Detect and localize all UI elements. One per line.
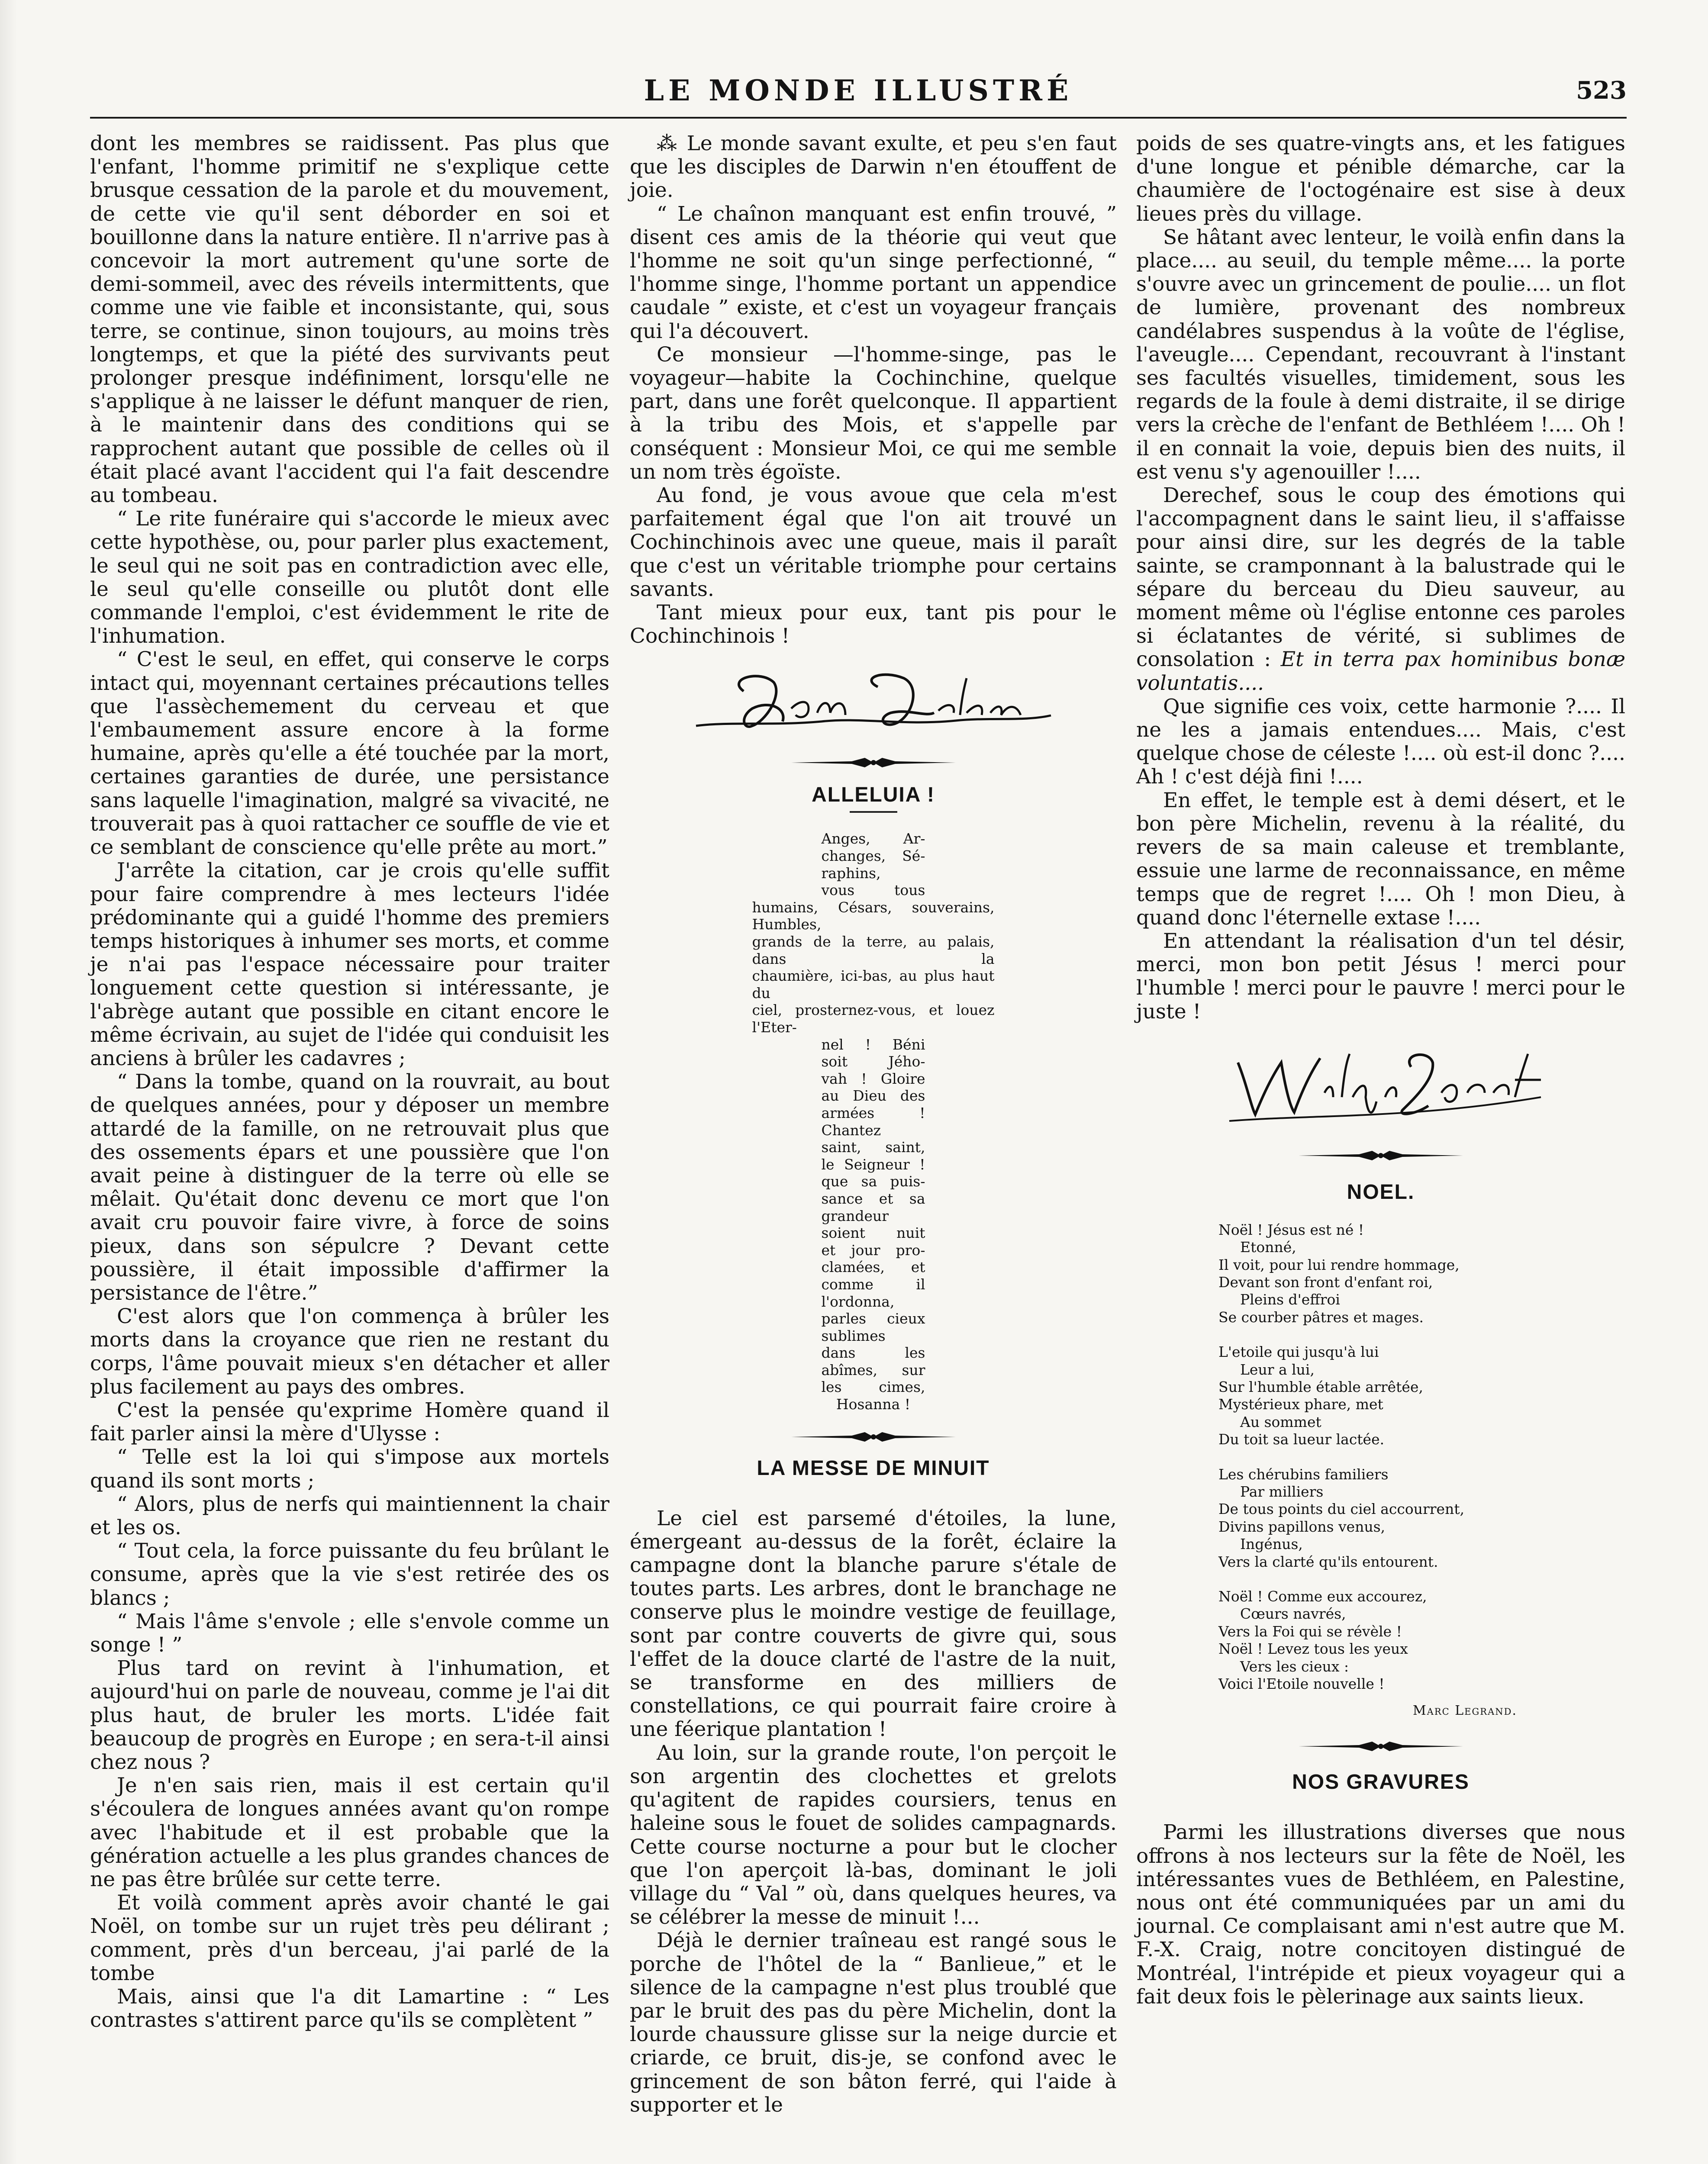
poem-line: Ingénus,: [1240, 1536, 1303, 1553]
poem-stanza: [1218, 1588, 1625, 1693]
paragraph: Que signifie ces voix, cette harmonie ?.... Il ne les a jamais entendues.... Mais, c'est quelque chose de céleste !.... où est-il donc ?.... Ah ! c'est déjà fini !....: [1136, 694, 1625, 789]
poem-line: chaumière, ici-bas, au plus haut du: [752, 967, 995, 1001]
poem-line: soit Jého-: [821, 1053, 925, 1070]
poem-line: De tous points du ciel accourrent,: [1218, 1501, 1465, 1518]
ornamental-rule: [630, 756, 1117, 769]
poem-line: dans les: [821, 1344, 925, 1362]
poem-stanza: [1218, 1343, 1625, 1448]
poem-line: ciel, prosternez-vous, et louez l'Eter-: [752, 1001, 995, 1036]
poem-line: Par milliers: [1240, 1483, 1324, 1500]
poem-line: nel ! Béni: [821, 1036, 925, 1053]
poem-line: le Seigneur !: [821, 1156, 925, 1173]
paragraph: En attendant la réalisation d'un tel désir, merci, mon bon petit Jésus ! merci pour l'humble ! merci pour le pauvre ! merci pour le juste !: [1136, 929, 1625, 1024]
poem-author: Marc Legrand.: [1412, 1703, 1517, 1719]
poem-line: Mystérieux phare, met: [1218, 1396, 1383, 1413]
poem-line: humains, Césars, souverains, Humbles,: [752, 898, 995, 933]
paragraph: C'est la pensée qu'exprime Homère quand il fait parler ainsi la mère d'Ulysse :: [90, 1398, 609, 1446]
poem-line: raphins,: [821, 864, 881, 882]
noel-poem: [1136, 1221, 1625, 1693]
poem-line: Au sommet: [1240, 1413, 1321, 1430]
poem-line: Hosanna !: [836, 1396, 911, 1413]
cross-bottom: [822, 1036, 925, 1413]
paragraph: Tant mieux pour eux, tant pis pour le Cochinchinois !: [630, 601, 1117, 648]
poem-line: Noël ! Levez tous les yeux: [1218, 1640, 1408, 1658]
poem-line: grands de la terre, au palais, dans la: [752, 933, 995, 967]
poem-line: sublimes: [821, 1327, 886, 1344]
poem-line: Il voit, pour lui rendre hommage,: [1218, 1256, 1460, 1273]
paragraph: “ Alors, plus de nerfs qui maintiennent la chair et les os.: [90, 1492, 609, 1539]
paragraph: [1136, 484, 1625, 695]
paragraph: “ Le chaînon manquant est enfin trouvé, ” disent ces amis de la théorie qui veut que l'homme ne soit qu'un singe perfectionné, “ l'homme singe, l'homme portant un appendice caudale ” existe, et c'est un voyageur français qui l'a découvert.: [630, 202, 1117, 343]
paragraph: Au fond, je vous avoue que cela m'est parfaitement égal que l'on ait trouvé un Cochinchinois avec une queue, mais il paraît que c'est un véritable triomphe pour certains savants.: [630, 483, 1117, 601]
poem-line: Vers la clarté qu'ils entourent.: [1218, 1553, 1438, 1570]
poem-line: changes, Sé-: [821, 847, 925, 865]
noel-title: NOEL.: [1347, 1180, 1415, 1204]
paragraph: Mais, ainsi que l'a dit Lamartine : “ Les contrastes s'attirent parce qu'ils se complètent ”: [90, 1985, 609, 2032]
poem-line: Vers la Foi qui se révèle !: [1218, 1623, 1402, 1640]
poem-line: Cœurs navrés,: [1240, 1605, 1346, 1623]
paragraph: dont les membres se raidissent. Pas plus que l'enfant, l'homme primitif ne s'explique cette brusque cessation de la parole et du mouvement, de cette vie qu'il sent déborder en soi et bouillonne dans la nature entière. Il n'arrive pas à concevoir la mort autrement qu'une sorte de demi-sommeil, avec des réveils intermittents, que comme une vie faible et inconsistante, qui, sous terre, se continue, sinon toujours, au moins très longtemps, et que la piété des survivants peut prolonger presque indéfiniment, lorsqu'elle ne s'applique à ne laisser le défunt manquer de rien, à le maintenir dans des conditions qui se rapprochent autant que possible de celles où il était placé avant l'accident qui l'a fait descendre au tombeau.: [90, 132, 609, 508]
poem-line: parles cieux: [821, 1310, 925, 1327]
paragraph: Déjà le dernier traîneau est rangé sous le porche de l'hôtel de la “ Banlieue,” et le silence de la campagne n'est plus troublé que par le bruit des pas du père Michelin, dont la lourde chaussure glisse sur la neige durcie et criarde, ce bruit, dis-je, se confond avec le grincement de son bâton ferré, qui l'aide à supporter et le: [630, 1929, 1117, 2117]
paragraph: Ce monsieur —l'homme-singe, pas le voyageur—habite la Cochinchine, quelque part, dans une forêt quelconque. Il appartient à la tribu des Mois, et s'appelle par conséquent : Monsieur Moi, ce qui me semble un nom très égoïste.: [630, 342, 1117, 484]
alleluia-title: ALLELUIA !: [812, 783, 935, 807]
running-title: LE MONDE ILLUSTRÉ: [644, 74, 1073, 107]
alleluia-cross-poem: [752, 830, 995, 1413]
paragraph: poids de ses quatre-vingts ans, et les fatigues d'une longue et pénible démarche, car la chaumière de l'octogénaire est sise à deux lieues près du village.: [1136, 132, 1625, 226]
page-header: [90, 65, 1627, 119]
poem-line: Vers les cieux :: [1240, 1658, 1349, 1675]
paragraph: Au loin, sur la grande route, l'on perçoit le son argentin des clochettes et grelots qu'agitent de rapides coursiers, tenus en haleine sous le fouet de solides campagnards. Cette course nocturne a pour but le clocher que l'on aperçoit là-bas, dominant le joli village du “ Val ” où, dans quelques heures, va se célébrer la messe de minuit !...: [630, 1741, 1117, 1929]
poem-line: Noël ! Jésus est né !: [1218, 1221, 1364, 1238]
paragraph: “ Le rite funéraire qui s'accorde le mieux avec cette hypothèse, ou, pour parler plus exactement, le seul qui ne soit pas en contradiction avec elle, le seul qu'elle conseille ou plutôt dont elle commande l'emploi, c'est évidemment le rite de l'inhumation.: [90, 507, 609, 648]
poem-line: Du toit sa lueur lactée.: [1218, 1431, 1385, 1448]
page-number: 523: [1576, 76, 1627, 105]
poem-line: Chantez: [821, 1121, 881, 1139]
ornamental-rule: [1136, 1149, 1625, 1162]
poem-line: Noël ! Comme eux accourez,: [1218, 1588, 1427, 1605]
paragraph: ⁂ Le monde savant exulte, et peu s'en faut que les disciples de Darwin n'en étouffent de joie.: [630, 132, 1117, 203]
paragraph: “ Tout cela, la force puissante du feu brûlant le consume, après que la vie s'est retirée des os blancs ;: [90, 1539, 609, 1610]
paragraph: Se hâtant avec lenteur, le voilà enfin dans la place.... au seuil, du temple même.... la porte s'ouvre avec un grincement de poulie.... un flot de lumière, provenant des nombreux candélabres suspendus à la voûte de l'église, l'aveugle.... Cependant, recouvrant à l'instant ses facultés visuelles, timidement, sous les regards de la foule à demi distraite, il se dirige vers la crèche de l'enfant de Bethléem !.... Oh ! il en connait la voie, depuis bien des nuits, il est venu s'y agenouiller !....: [1136, 225, 1625, 484]
paragraph: En effet, le temple est à demi désert, et le bon père Michelin, revenu à la réalité, du revers de sa main caleuse et tremblante, essuie une larme de reconnaissance, en même temps que de regret !.... Oh ! mon Dieu, à quand donc l'éternelle extase !....: [1136, 788, 1625, 930]
poem-line: au Dieu des: [821, 1087, 925, 1105]
paragraph: “ Mais l'âme s'envole ; elle s'envole comme un songe ! ”: [90, 1609, 609, 1657]
cross-beam: [752, 899, 995, 1036]
poem-line: grandeur: [821, 1207, 889, 1224]
poem-line: Pleins d'effroi: [1240, 1291, 1340, 1308]
poem-line: Anges, Ar-: [821, 830, 925, 847]
poem-line: les cimes,: [821, 1378, 925, 1396]
poem-line: sance et sa: [821, 1190, 925, 1207]
page-edge-shadow: [0, 0, 17, 2164]
paragraph: Plus tard on revint à l'inhumation, et aujourd'hui on parle de nouveau, comme je l'ai dit plus haut, de bruler les morts. L'idée fait beaucoup de progrès en Europe ; en sera-t-il ainsi chez nous ?: [90, 1656, 609, 1774]
poem-line: Devant son front d'enfant roi,: [1218, 1273, 1433, 1291]
poem-line: Leur a lui,: [1240, 1361, 1315, 1378]
poem-line: que sa puis-: [821, 1173, 925, 1190]
paragraph: Je n'en sais rien, mais il est certain qu'il s'écoulera de longues années avant qu'on rompe avec l'habitude et il est probable que la génération actuelle a les plus grandes chances de ne pas être brûlée sur cette terre.: [90, 1774, 609, 1892]
gravures-title: NOS GRAVURES: [1292, 1771, 1470, 1794]
signature-wilfrid-locat: [1186, 1032, 1576, 1132]
poem-stanza: [1218, 1466, 1625, 1571]
cross-top: [822, 830, 925, 898]
poem-line: vah ! Gloire: [821, 1070, 925, 1087]
ornamental-rule: [630, 1430, 1117, 1443]
poem-line: soient nuit: [821, 1224, 925, 1242]
poem-line: L'etoile qui jusqu'à lui: [1218, 1343, 1379, 1361]
ornamental-rule: [1136, 1740, 1625, 1753]
messe-title: LA MESSE DE MINUIT: [757, 1456, 990, 1480]
paragraph: Le ciel est parsemé d'étoiles, la lune, émergeant au-dessus de la forêt, éclaire la campagne dont la blanche parure s'étale de toutes parts. Les arbres, dont le branchage ne conserve plus le moindre vestige de feuillage, sont par contre couverts de givre qui, sous l'effet de la douce clarté de l'astre de la nuit, se transforme en des milliers de constellations, ce qui pourrait faire croire à une féerique plantation !: [630, 1506, 1117, 1742]
poem-line: vous tous: [821, 882, 925, 899]
latin-quote: Et in terra pax hominibus bonæ voluntatis....: [1136, 647, 1625, 695]
poem-line: abîmes, sur: [821, 1361, 925, 1378]
paragraph: Et voilà comment après avoir chanté le gai Noël, on tombe sur un rujet très peu délirant ; comment, près d'un berceau, j'ai parlé de la tombe: [90, 1891, 609, 1985]
poem-line: clamées, et: [821, 1259, 925, 1276]
paragraph: Parmi les illustrations diverses que nous offrons à nos lecteurs sur la fête de Noël, les intéressantes vues de Bethléem, en Palestine, nous ont été communiquées par un ami du journal. Ce complaisant ami n'est autre que M. F.-X. Craig, notre concitoyen distingué de Montréal, l'intrépide et pieux voyageur qui a fait deux fois le pèlerinage aux saints lieux.: [1136, 1820, 1625, 2009]
poem-line: Voici l'Etoile nouvelle !: [1218, 1675, 1385, 1693]
poem-stanza: [1218, 1221, 1625, 1326]
paragraph: “ Dans la tombe, quand on la rouvrait, au bout de quelques années, pour y déposer un membre attardé de la famille, on ne retrouvait plus que des ossements épars et une poussière que l'on avait peine à distinguer de la terre où elle se mêlait. Qu'était donc devenu ce mort que l'on avait cru pouvoir faire vivre, à force de soins pieux, dans son sépulcre ? Devant cette poussière, il était impossible d'affirmer la persistance de l'être.”: [90, 1070, 609, 1305]
paragraph-text: Derechef, sous le coup des émotions qui l'accompagnent dans le saint lieu, il s'affaisse pour ainsi dire, sur les degrés de la table sainte, se cramponnant à la balustrade qui le sépare du berceau du Dieu sauveur, au moment même où l'église entonne ces paroles si éclatantes de vérité, si sublimes de consolation :: [1136, 483, 1625, 672]
paragraph: “ C'est le seul, en effet, qui conserve le corps intact qui, moyennant certaines précautions telles que l'assèchemement du cerveau et que l'embaumement assure encore à la forme humaine, après qu'elle a été touchée par la mort, certaines garanties de durée, une persistance sans laquelle l'imagination, malgré sa vivacité, ne trouverait pas à quoi rattacher ce souffle de vie et ce semblant de conscience qu'elle prête au mort.”: [90, 647, 609, 860]
poem-line: Divins papillons venus,: [1218, 1518, 1386, 1535]
poem-line: Etonné,: [1240, 1239, 1296, 1256]
paragraph: C'est alors que l'on commença à brûler les morts dans la croyance que rien ne restant du corps, l'âme pouvait mieux s'en détacher et aller plus facilement au pays des ombres.: [90, 1304, 609, 1399]
title-underline: [850, 811, 897, 813]
column-2: [630, 132, 1117, 2117]
column-3: [1136, 132, 1625, 2009]
signature-leon-ledieu: [679, 661, 1068, 743]
poem-line: Sur l'humble étable arrêtée,: [1218, 1378, 1423, 1395]
paragraph: “ Telle est la loi qui s'impose aux mortels quand ils sont morts ;: [90, 1445, 609, 1493]
paragraph: J'arrête la citation, car je crois qu'elle suffit pour faire comprendre à mes lecteurs l'idée prédominante qui a guidé l'homme des premiers temps historiques à inhumer ses morts, et comme je n'ai pas l'espace nécessaire pour traiter longuement cette question si intéressante, je l'abrège autant que possible en citant encore le même écrivain, au sujet de l'idée qui conduisit les anciens à brûler les cadavres ;: [90, 859, 609, 1070]
poem-line: saint, saint,: [821, 1139, 925, 1156]
poem-line: armées !: [821, 1104, 925, 1121]
column-1: [90, 132, 609, 2032]
poem-line: et jour pro-: [821, 1241, 925, 1259]
poem-line: Se courber pâtres et mages.: [1218, 1308, 1424, 1326]
poem-line: comme il: [821, 1275, 925, 1293]
poem-line: l'ordonna,: [821, 1293, 895, 1310]
poem-line: Les chérubins familiers: [1218, 1465, 1389, 1483]
